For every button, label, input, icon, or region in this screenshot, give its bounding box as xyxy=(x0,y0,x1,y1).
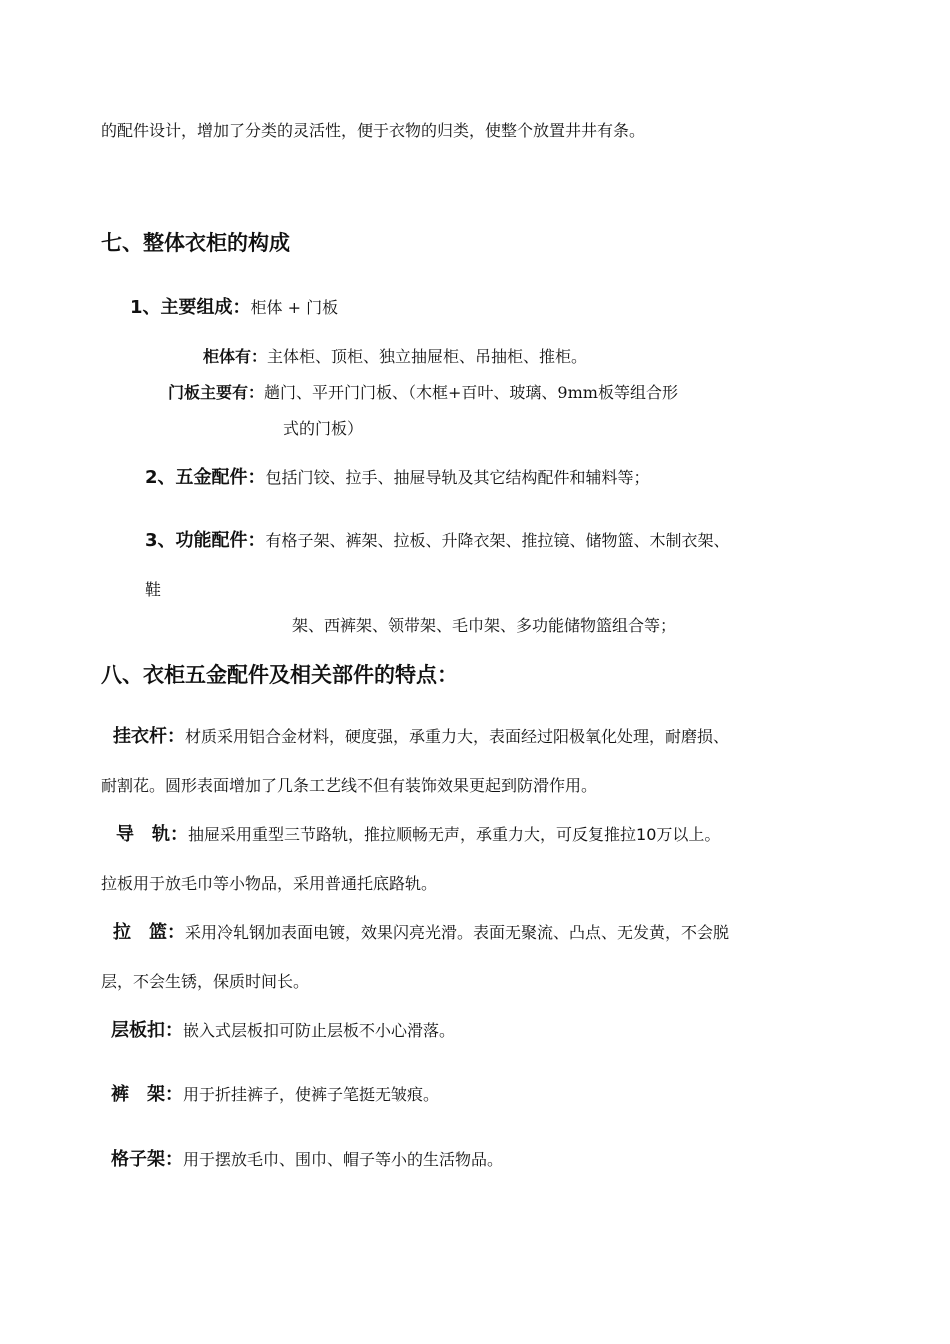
grid-rack-label: 格子架： xyxy=(111,1149,183,1170)
rail-text: 抽屉采用重型三节路轨，推拉顺畅无声，承重力大，可反复推拉 xyxy=(188,825,637,844)
functional-accessories-text: 有格子架、裤架、拉板、升降衣架、推拉镜、储物篮、木制衣架、 xyxy=(265,531,730,550)
main-composition-label: 1、主要组成： xyxy=(130,297,251,318)
door-panel-line xyxy=(168,382,678,404)
rail-text-suffix: 万以上。 xyxy=(656,825,721,844)
basket-text-continued: 层，不会生锈，保质时间长。 xyxy=(101,972,310,991)
functional-accessories-label: 3、功能配件： xyxy=(145,530,266,551)
functional-accessories-line xyxy=(145,530,730,552)
intro-paragraph: 的配件设计，增加了分类的灵活性，便于衣物的归类，使整个放置井井有条。 xyxy=(101,121,646,140)
hardware-text: 包括门铰、拉手、抽屉导轨及其它结构配件和辅料等； xyxy=(265,468,650,487)
door-panel-label: 门板主要有： xyxy=(168,383,265,402)
section-7-heading: 七、整体衣柜的构成 xyxy=(101,231,290,255)
hanging-rod-text: 材质采用铝合金材料，硬度强，承重力大，表面经过阳极氧化处理，耐磨损、 xyxy=(185,727,730,746)
shelf-clip-line xyxy=(111,1020,455,1042)
shelf-clip-label: 层板扣： xyxy=(111,1020,183,1041)
hanging-rod-line xyxy=(113,726,729,748)
hanging-rod-text-continued: 耐割花。圆形表面增加了几条工艺线不但有装饰效果更起到防滑作用。 xyxy=(101,776,598,795)
basket-text: 采用冷轧钢加表面电镀，效果闪亮光滑。表面无聚流、凸点、无发黄，不会脱 xyxy=(185,923,730,942)
grid-rack-text: 用于摆放毛巾、围巾、帽子等小的生活物品。 xyxy=(183,1150,504,1169)
grid-rack-line xyxy=(111,1149,503,1171)
cabinet-body-line xyxy=(203,346,587,368)
hardware-label: 2、五金配件： xyxy=(145,467,266,488)
basket-line xyxy=(113,922,729,944)
door-panel-text-continued: 式的门板） xyxy=(283,419,364,438)
hanging-rod-label: 挂衣杆： xyxy=(113,726,185,747)
door-panel-text: 趟门、平开门门板、（木框+百叶、玻璃、9mm板等组合形 xyxy=(264,383,678,402)
cabinet-body-text: 主体柜、顶柜、独立抽屉柜、吊抽柜、推柜。 xyxy=(267,347,588,366)
rail-text-continued: 拉板用于放毛巾等小物品，采用普通托底路轨。 xyxy=(101,874,438,893)
cabinet-body-label: 柜体有： xyxy=(203,347,268,366)
section-8-heading: 八、衣柜五金配件及相关部件的特点： xyxy=(101,663,458,687)
basket-label: 拉 篮： xyxy=(113,922,185,943)
rail-line xyxy=(116,824,720,846)
functional-accessories-text-2: 鞋 xyxy=(145,580,162,599)
trouser-rack-label: 裤 架： xyxy=(111,1084,183,1105)
rail-cycle-number: 10 xyxy=(636,825,657,844)
hardware-line xyxy=(145,467,650,489)
main-composition-line xyxy=(130,297,338,319)
functional-accessories-text-3: 架、西裤架、领带架、毛巾架、多功能储物篮组合等； xyxy=(292,616,677,635)
rail-label: 导 轨： xyxy=(116,824,188,845)
trouser-rack-text: 用于折挂裤子，使裤子笔挺无皱痕。 xyxy=(183,1085,440,1104)
shelf-clip-text: 嵌入式层板扣可防止层板不小心滑落。 xyxy=(183,1021,456,1040)
main-composition-text: 柜体 + 门板 xyxy=(250,298,339,317)
trouser-rack-line xyxy=(111,1084,439,1106)
